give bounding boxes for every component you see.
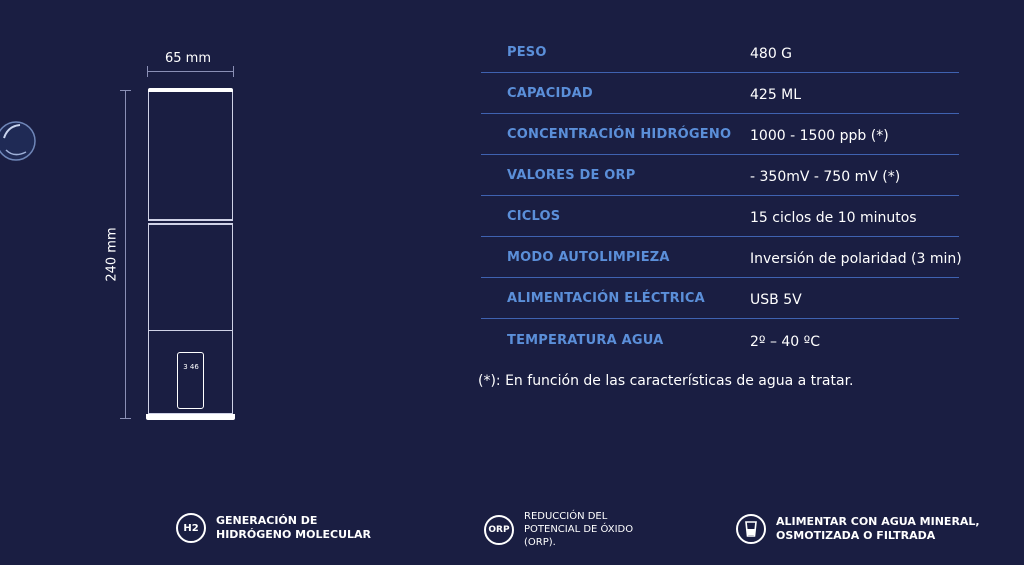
- width-dimension-label: 65 mm: [165, 51, 212, 66]
- feature-orp: [484, 510, 633, 549]
- spec-label: CONCENTRACIÓN HIDRÓGENO: [507, 127, 732, 142]
- h2-icon: H2: [176, 513, 206, 543]
- feature-line: ALIMENTAR CON AGUA MINERAL,: [776, 515, 980, 528]
- glass-icon: [736, 514, 766, 544]
- spec-row-peso: [481, 32, 959, 73]
- spec-row-ciclos: [481, 196, 959, 237]
- bottle-display: [177, 352, 204, 409]
- feature-water: [736, 514, 980, 544]
- spec-row-orp: [481, 155, 959, 196]
- bottle-drawing: [146, 88, 235, 420]
- spec-value: 425 ML: [750, 87, 802, 103]
- feature-line: REDUCCIÓN DEL: [524, 511, 608, 522]
- width-dimension-line: [147, 71, 234, 72]
- feature-line: OSMOTIZADA O FILTRADA: [776, 529, 936, 542]
- bottle-display-value: 3 46: [183, 363, 199, 371]
- footnote: (*): En función de las características de agua a tratar.: [478, 373, 854, 389]
- feature-h2: [176, 513, 371, 543]
- spec-row-autolimpieza: [481, 237, 962, 278]
- bottle-cap: [148, 92, 233, 220]
- spec-value: 1000 - 1500 ppb (*): [750, 128, 889, 144]
- height-tick-bottom: [120, 418, 131, 419]
- spec-row-alimentacion: [481, 278, 959, 319]
- spec-table: [481, 32, 962, 360]
- spec-row-capacidad: [481, 73, 959, 114]
- spec-label: MODO AUTOLIMPIEZA: [507, 250, 670, 265]
- width-tick-right: [233, 66, 234, 77]
- spec-value: - 350mV - 750 mV (*): [750, 169, 901, 185]
- spec-value: Inversión de polaridad (3 min): [750, 251, 962, 267]
- spec-value: 2º – 40 ºC: [750, 334, 821, 350]
- feature-line: HIDRÓGENO MOLECULAR: [216, 528, 371, 541]
- height-dimension-line: [125, 90, 126, 418]
- bubble-decoration: [0, 118, 36, 164]
- spec-value: 15 ciclos de 10 minutos: [750, 210, 917, 226]
- spec-value: USB 5V: [750, 292, 802, 308]
- spec-row-concentracion: [481, 114, 959, 155]
- feature-text: [776, 515, 980, 543]
- feature-line: (ORP).: [524, 537, 556, 548]
- feature-text: [524, 510, 633, 549]
- feature-line: GENERACIÓN DE: [216, 514, 318, 527]
- height-tick-top: [120, 90, 131, 91]
- spec-label: CAPACIDAD: [507, 86, 593, 101]
- spec-label: CICLOS: [507, 209, 561, 224]
- spec-label: ALIMENTACIÓN ELÉCTRICA: [507, 291, 705, 306]
- orp-icon: ORP: [484, 515, 514, 545]
- feature-line: POTENCIAL DE ÓXIDO: [524, 524, 634, 535]
- width-tick-left: [147, 66, 148, 77]
- spec-value: 480 G: [750, 46, 793, 62]
- spec-row-temperatura: [481, 319, 959, 360]
- spec-label: VALORES DE ORP: [507, 168, 636, 183]
- height-dimension-label: 240 mm: [104, 227, 120, 282]
- bottle-bottom: [146, 414, 235, 420]
- spec-label: PESO: [507, 45, 547, 60]
- feature-text: [216, 514, 371, 542]
- spec-label: TEMPERATURA AGUA: [507, 333, 664, 348]
